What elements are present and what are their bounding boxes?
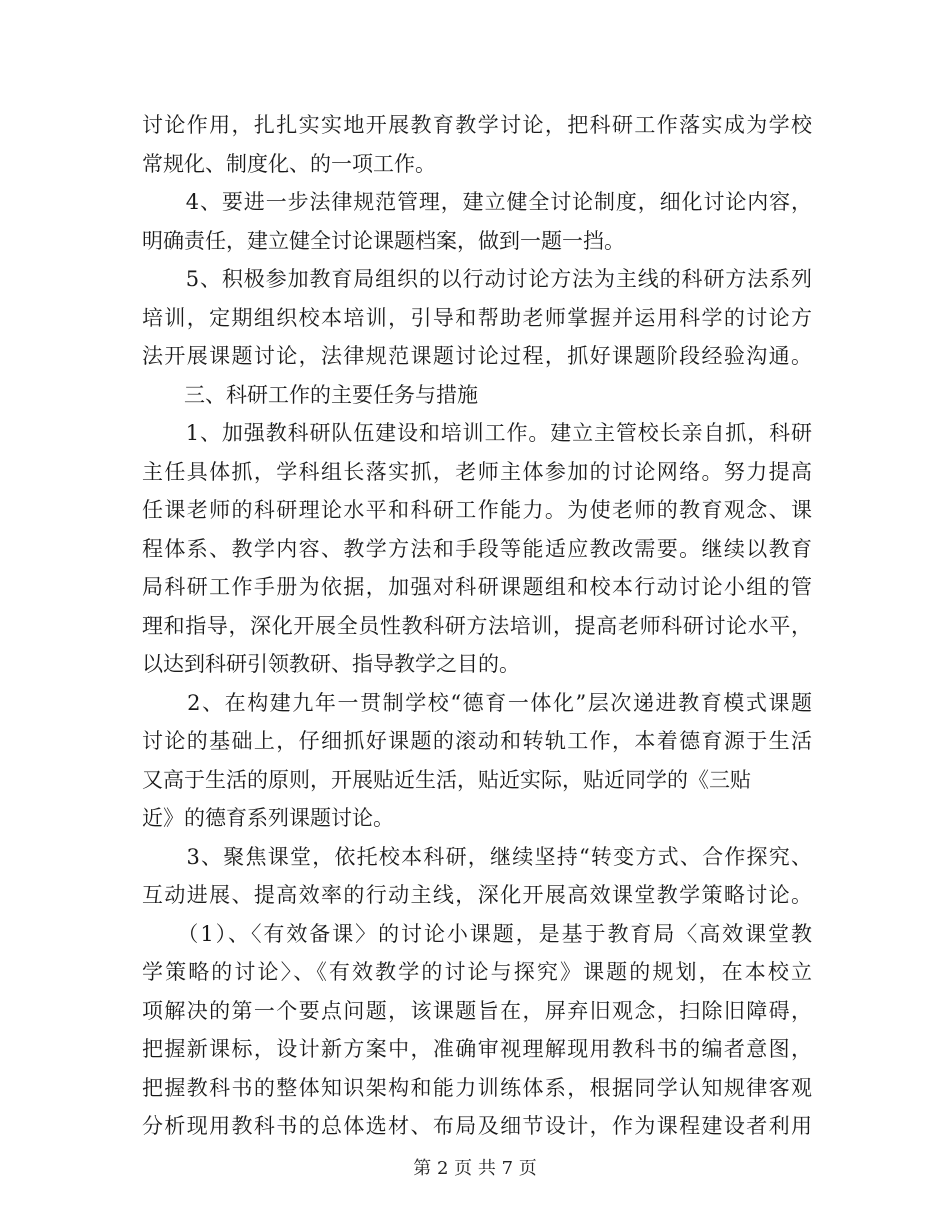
- text-line: 讨论作用，扎扎实实地开展教育教学讨论，把科研工作落实成为学校: [142, 113, 812, 137]
- text-line: 培训，定期组织校本培训，引导和帮助老师掌握并运用科学的讨论方: [142, 305, 812, 330]
- text-line: 近》的德育系列课题讨论。: [142, 806, 394, 830]
- text-line: 法开展课题讨论，法律规范课题讨论过程，抓好课题阶段经验沟通。: [142, 344, 812, 368]
- text-line: 程体系、教学内容、教学方法和手段等能适应教改需要。继续以教育: [142, 536, 812, 561]
- text-line: 三、科研工作的主要任务与措施: [142, 382, 478, 407]
- document-body: [142, 106, 812, 1146]
- text-line: 互动进展、提高效率的行动主线，深化开展高效课堂教学策略讨论。: [142, 883, 812, 907]
- text-line: 4、要进一步法律规范管理，建立健全讨论制度，细化讨论内容，: [142, 190, 812, 214]
- text-line: 5、积极参加教育局组织的以行动讨论方法为主线的科研方法系列: [142, 267, 812, 291]
- page-number-footer: 第 2 页 共 7 页: [413, 1158, 537, 1179]
- text-line: 讨论的基础上，仔细抓好课题的滚动和转轨工作，本着德育源于生活: [142, 729, 812, 753]
- text-line: （1）、〈有效备课〉的讨论小课题，是基于教育局〈高效课堂教: [142, 921, 812, 946]
- text-line: 3、聚焦课堂，依托校本科研，继续坚持“转变方式、合作探究、: [142, 844, 812, 869]
- text-line: 把握教科书的整体知识架构和能力训练体系，根据同学认知规律客观: [142, 1075, 812, 1100]
- text-line: 任课老师的科研理论水平和科研工作能力。为使老师的教育观念、课: [142, 498, 812, 522]
- text-line: 局科研工作手册为依据，加强对科研课题组和校本行动讨论小组的管: [142, 575, 812, 599]
- text-line: 项解决的第一个要点问题，该课题旨在，屏弃旧观念，扫除旧障碍，: [142, 998, 812, 1023]
- text-line: 1、加强教科研队伍建设和培训工作。建立主管校长亲自抓，科研: [142, 421, 812, 445]
- text-line: 理和指导，深化开展全员性教科研方法培训，提高老师科研讨论水平，: [142, 613, 812, 638]
- text-line: 以达到科研引领教研、指导教学之目的。: [142, 652, 520, 676]
- text-line: 又高于生活的原则，开展贴近生活，贴近实际，贴近同学的《三贴: [142, 767, 751, 792]
- text-line: 主任具体抓，学科组长落实抓，老师主体参加的讨论网络。努力提高: [142, 459, 812, 484]
- text-line: 学策略的讨论〉、《有效教学的讨论与探究》课题的规划，在本校立: [142, 960, 812, 984]
- text-line: 2、在构建九年一贯制学校“德育一体化”层次递进教育模式课题: [142, 690, 812, 715]
- text-line: 常规化、制度化、的一项工作。: [142, 151, 436, 176]
- text-line: 分析现用教科书的总体选材、布局及细节设计，作为课程建设者利用: [142, 1114, 812, 1138]
- text-line: 明确责任，建立健全讨论课题档案，做到一题一挡。: [142, 228, 625, 253]
- text-line: 把握新课标，设计新方案中，准确审视理解现用教科书的编者意图，: [142, 1037, 812, 1061]
